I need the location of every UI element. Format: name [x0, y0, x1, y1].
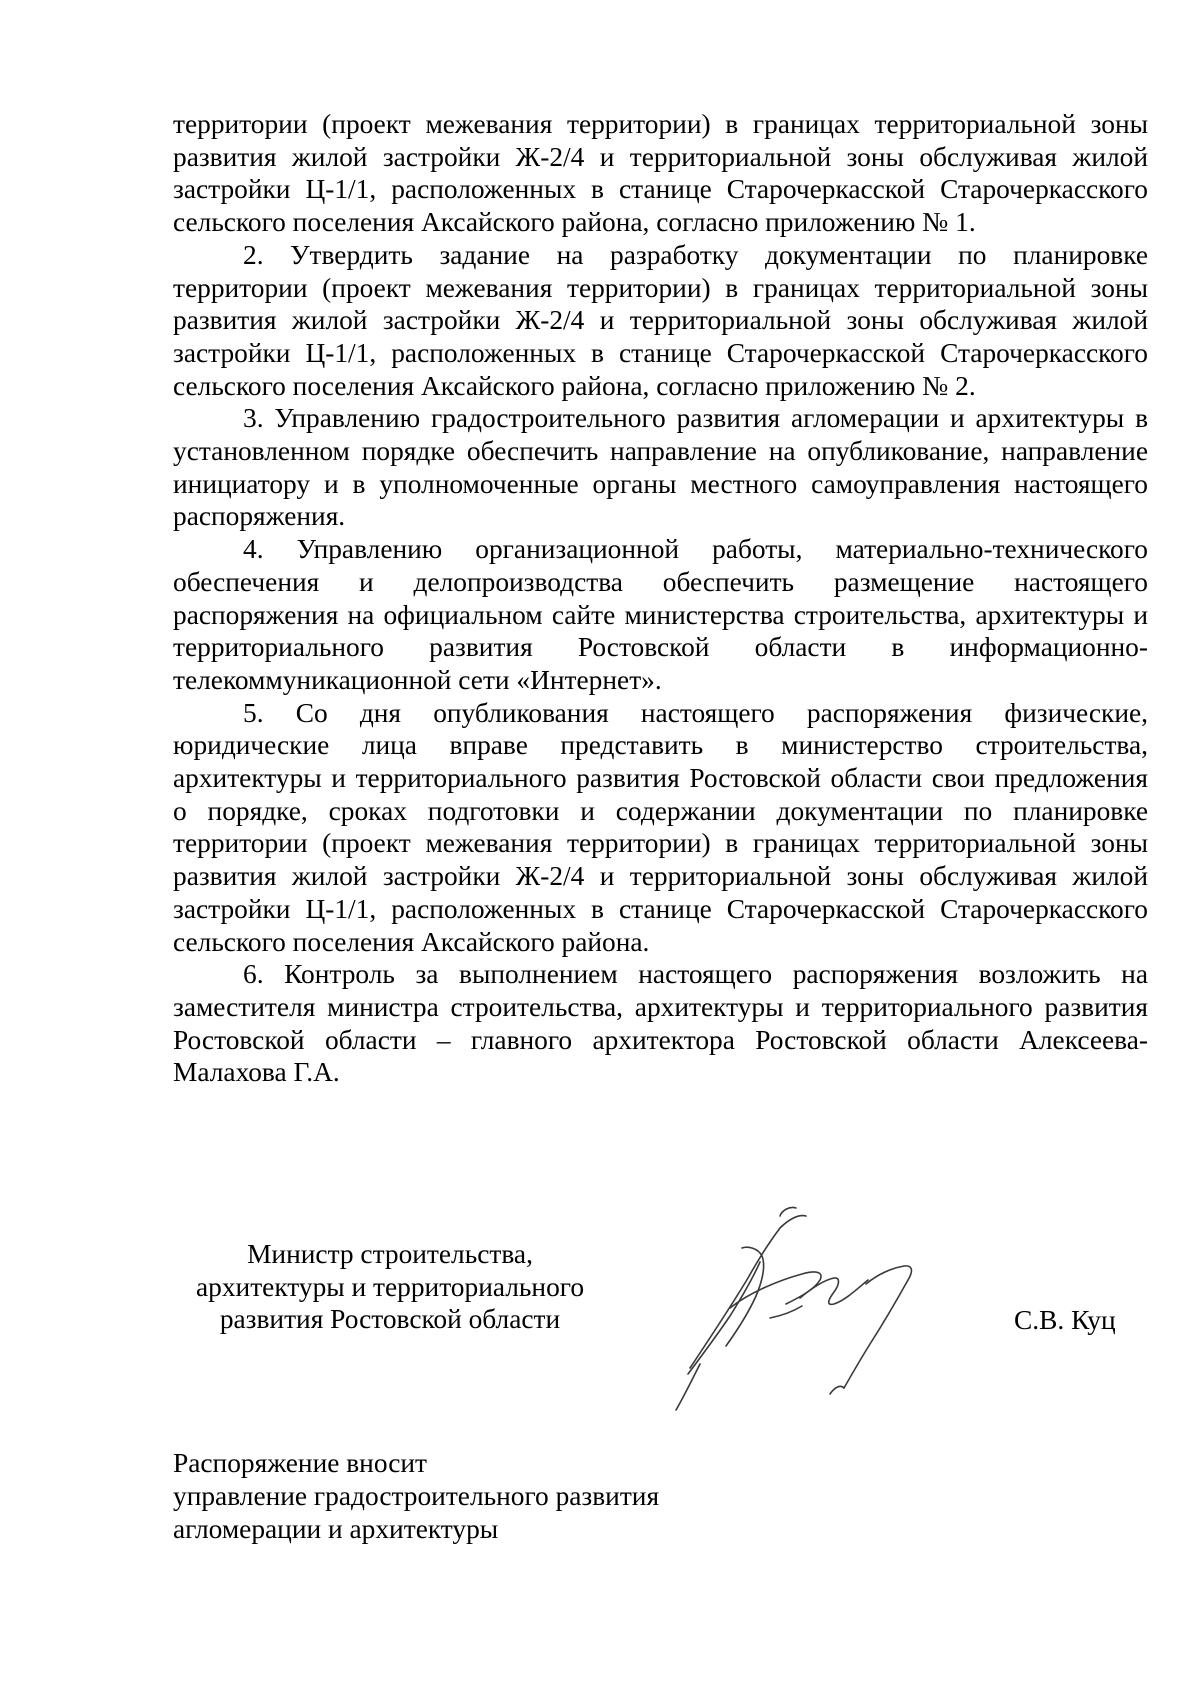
signatory-title-line-1: Министр строительства, [247, 1239, 533, 1269]
submitted-by-line-3: агломерации и архитектуры [173, 1514, 499, 1544]
paragraph-4: 4. Управлению организационной работы, материально-технического обеспечения и делопроизводства обеспечить размещение настоящего распоряжения на официальном сайте министерства строительства, архитектуры и территориального развития Ростовской области в информационно-телекоммуникационной сети «Интернет». [173, 534, 1148, 695]
signatory-title-line-3: развития Ростовской области [219, 1304, 561, 1335]
paragraph-5: 5. Со дня опубликования настоящего распоряжения физические, юридические лица вправе представить в министерство строительства, архитектуры и территориального развития Ростовской области свои предложения о порядке, сроках подготовки и содержании документации по планировке территории (проект межевания территории) в границах территориальной зоны развития жилой застройки Ж-2/4 и территориальной зоны обслуживая жилой застройки Ц-1/1, расположенных в станице Старочеркасской Старочеркасского сельского поселения Аксайского района. [173, 697, 1148, 957]
handwritten-signature-image [630, 1188, 960, 1418]
signatory-name: С.В. Куц [1014, 1305, 1116, 1335]
signatory-title-line-2: архитектуры и территориального [195, 1271, 585, 1302]
paragraph-6: 6. Контроль за выполнением настоящего распоряжения возложить на заместителя министра строительства, архитектуры и территориального развития Ростовской области – главного архитектора Ростовской области Алексеева-Малахова Г.А. [173, 959, 1148, 1088]
submitted-by-note [173, 1447, 659, 1546]
submitted-by-line-2: управление градостроительного развития [173, 1481, 660, 1511]
submitted-by-line-1: Распоряжение вносит [173, 1448, 427, 1478]
paragraph-1-continued: территории (проект межевания территории) в границах территориальной зоны развития жилой застройки Ж-2/4 и территориальной зоны обслуживая жилой застройки Ц-1/1, расположенных в станице Старочеркасской Старочеркасского сельского поселения Аксайского района, согласно приложению № 1. [173, 109, 1148, 238]
signatory-title [170, 1238, 610, 1336]
paragraph-3: 3. Управлению градостроительного развития агломерации и архитектуры в установленном порядке обеспечить направление на опубликование, направление инициатору и в уполномоченные органы местного самоуправления настоящего распоряжения. [173, 403, 1148, 532]
signature-block [0, 1238, 1200, 1418]
paragraph-2: 2. Утвердить задание на разработку документации по планировке территории (проект межевания территории) в границах территориальной зоны развития жилой застройки Ж-2/4 и территориальной зоны обслуживая жилой застройки Ц-1/1, расположенных в станице Старочеркасской Старочеркасского сельского поселения Аксайского района, согласно приложению № 2. [173, 239, 1148, 401]
document-body [173, 108, 1148, 1089]
